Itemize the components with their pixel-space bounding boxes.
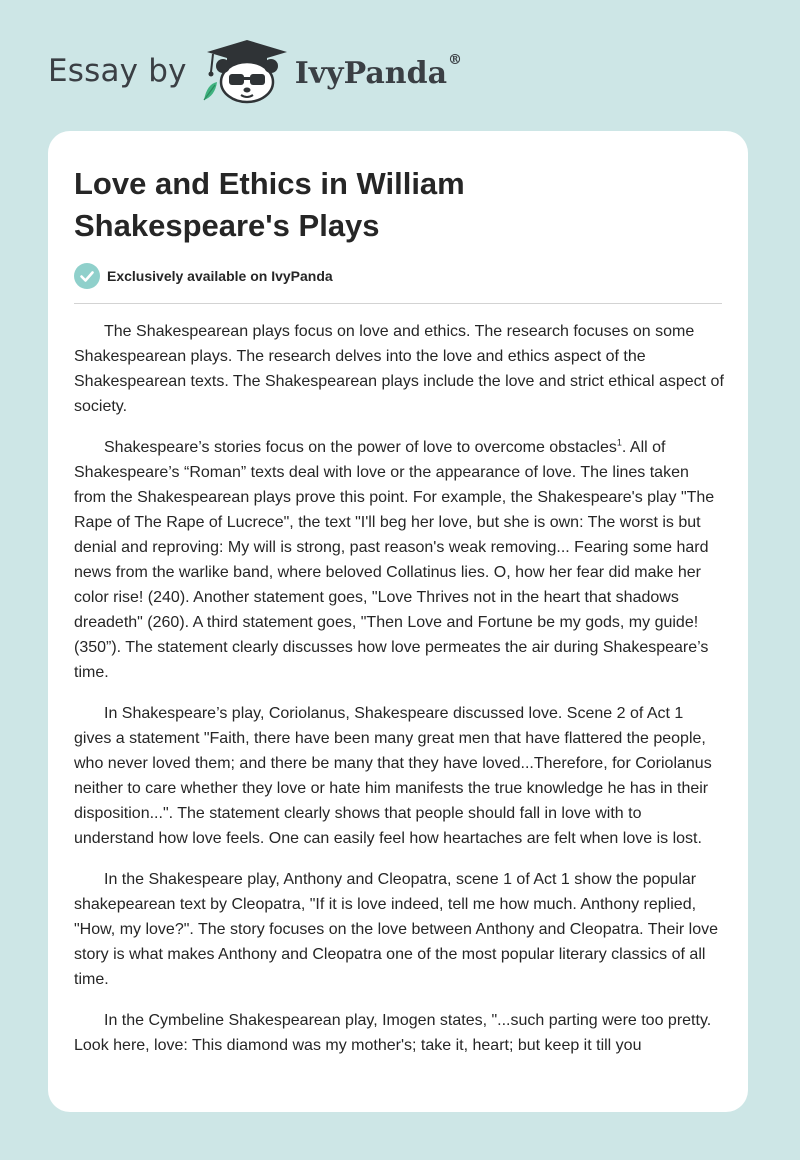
footnote-ref[interactable]: 1 — [616, 437, 622, 448]
brand-text: IvyPanda — [294, 55, 448, 91]
site-header — [48, 36, 462, 106]
page-title: Love and Ethics in William Shakespeare's Plays — [74, 166, 465, 243]
paragraph: In the Cymbeline Shakespearean play, Imogen states, "...such parting were too pretty. Look here, love: This diamond was my mother's; take it, heart; but keep it till you — [74, 1012, 712, 1054]
registered-mark: ® — [448, 51, 463, 68]
check-circle-icon — [74, 263, 100, 289]
essay-by-label: Essay by — [48, 53, 187, 89]
divider — [74, 303, 722, 304]
paragraph: In the Shakespeare play, Anthony and Cleopatra, scene 1 of Act 1 show the popular shakepearean text by Cleopatra, "If it is love indeed, tell me how much. Anthony replied, "How, my love?". The story focuses on the love between Anthony and Cleopatra. Their love story is what makes Anthony and Cleopatra one of the most popular literary classics of all time. — [74, 871, 719, 988]
paragraph: The Shakespearean plays focus on love and ethics. The research focuses on some Shakespearean plays. The research delves into the love and ethics aspect of the Shakespearean texts. The Shakespearean plays include the love and strict ethical aspect of society. — [74, 323, 724, 415]
paragraph: In Shakespeare’s play, Coriolanus, Shakespeare discussed love. Scene 2 of Act 1 gives a statement "Faith, there have been many great men that have flattered the people, who never loved them; and there be many that they have loved...Therefore, for Coriolanus neither to care whether they love or hate him manifests the true knowledge he has in their disposition...". The statement clearly shows that people should fall in love with to understand how love feels. One can easily feel how heartaches are felt when love is lost. — [74, 705, 712, 847]
brand-name[interactable] — [294, 51, 463, 91]
essay-body — [74, 319, 724, 1074]
essay-card — [48, 131, 748, 1112]
paragraph-text: . All of Shakespeare’s “Roman” texts deal with love or the appearance of love. The lines taken from the Shakespearean plays prove this point. For example, the Shakespeare's play "The Rape of The Rape of Lucrece", the text "I'll beg her love, but she is own: The worst is but denial and reproving: My will is strong, past reason's weak removing... Fearing some hard news from the warlike band, where beloved Collatinus lies. O, how her fear did make her color rise! (240). Another statement goes, "Love Thrives not in the heart that shadows dreadeth" (260). A third statement goes, "Then Love and Fortune be my gods, my guide! (350”). The statement clearly discusses how love permeates the air during Shakespeare’s time. — [74, 439, 715, 681]
exclusive-badge — [74, 263, 333, 289]
paragraph — [74, 435, 724, 685]
panda-graduate-icon[interactable] — [201, 38, 293, 104]
badge-label: Exclusively available on IvyPanda — [107, 268, 333, 284]
paragraph-text: Shakespeare’s stories focus on the power of love to overcome obstacles — [104, 439, 617, 456]
